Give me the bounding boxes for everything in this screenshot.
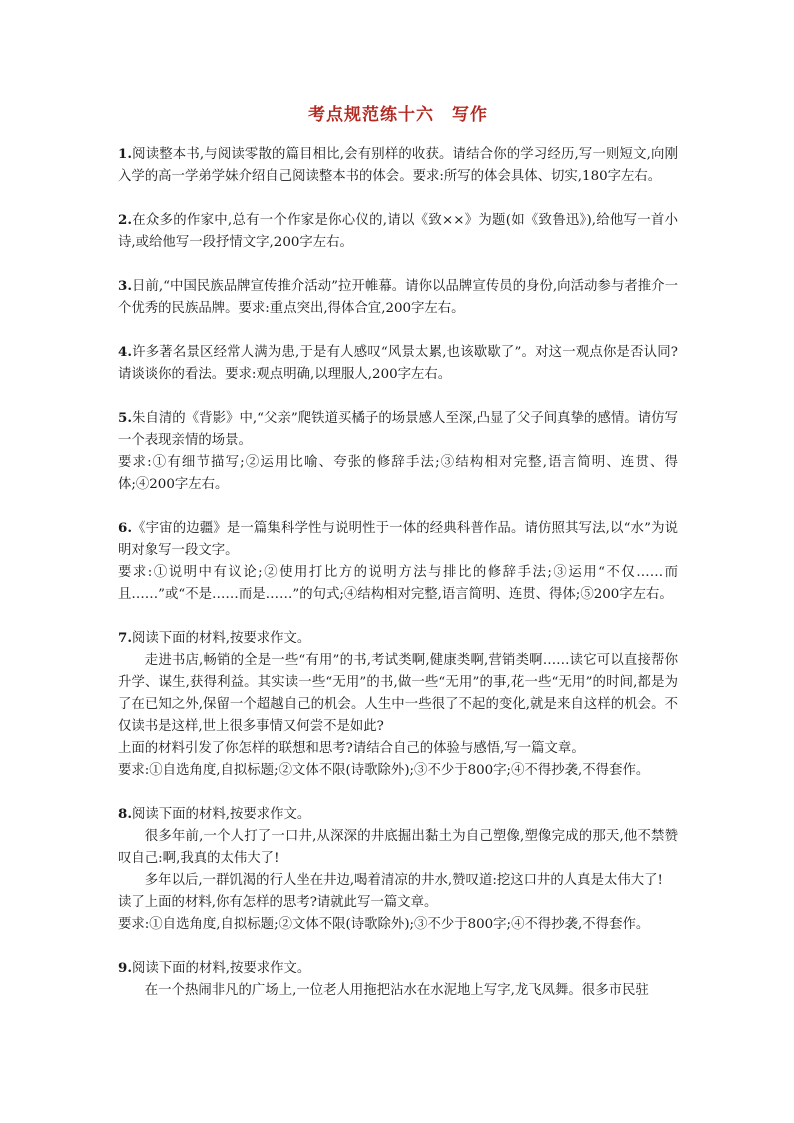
page-title: 考点规范练十六 写作 bbox=[308, 105, 488, 125]
question-number: 2. bbox=[118, 212, 132, 228]
question-number: 6. bbox=[118, 520, 132, 536]
question-1 bbox=[118, 143, 678, 188]
question-text: 阅读整本书,与阅读零散的篇目相比,会有别样的收获。请结合你的学习经历,写一则短文,向刚入学的高一学弟学妹介绍自己阅读整本书的体会。要求:所写的体会具体、切实,180字左右。 bbox=[118, 147, 678, 184]
question-material: 走进书店,畅销的全是一些“有用”的书,考试类啊,健康类啊,营销类啊……读它可以直接帮你升学、谋生,获得利益。其实读一些“无用”的书,做一些“无用”的事,花一些“无用”的时间,都是为了在已知之外,保留一个超越自己的机会。人生中一些很了不起的变化,就是来自这样的机会。不仅读书是这样,世上很多事情又何尝不是如此? bbox=[118, 653, 678, 734]
question-5 bbox=[118, 407, 678, 496]
question-intro: 阅读下面的材料,按要求作文。 bbox=[131, 961, 311, 976]
question-number: 9. bbox=[118, 960, 132, 976]
question-3 bbox=[118, 275, 678, 320]
question-7 bbox=[118, 627, 678, 782]
question-number: 5. bbox=[118, 410, 132, 426]
question-requirements: 要求:①自选角度,自拟标题;②文体不限(诗歌除外);③不少于800字;④不得抄袭,不得套作。 bbox=[118, 763, 650, 778]
question-number: 4. bbox=[118, 344, 132, 360]
question-number: 7. bbox=[118, 630, 132, 646]
question-text: 日前,“中国民族品牌宣传推介活动”拉开帷幕。请你以品牌宣传员的身份,向活动参与者推介一个优秀的民族品牌。要求:重点突出,得体合宜,200字左右。 bbox=[118, 279, 678, 316]
question-text: 《宇宙的边疆》是一篇集科学性与说明性于一体的经典科普作品。请仿照其写法,以“水”为说明对象写一段文字。 bbox=[118, 521, 678, 558]
question-9 bbox=[118, 957, 678, 1002]
question-intro: 阅读下面的材料,按要求作文。 bbox=[131, 807, 311, 822]
question-requirements: 要求:①说明中有议论;②使用打比方的说明方法与排比的修辞手法;③运用“不仅……而且……”或“不是……而是……”的句式;④结构相对完整,语言简明、连贯、得体;⑤200字左右。 bbox=[118, 565, 678, 602]
question-8 bbox=[118, 803, 678, 936]
question-requirements: 要求:①有细节描写;②运用比喻、夸张的修辞手法;③结构相对完整,语言简明、连贯、得体;④200字左右。 bbox=[118, 455, 678, 492]
question-text: 朱自清的《背影》中,“父亲”爬铁道买橘子的场景感人至深,凸显了父子间真挚的感情。请仿写一个表现亲情的场景。 bbox=[118, 411, 678, 448]
question-material: 多年以后,一群饥渴的行人坐在井边,喝着清凉的井水,赞叹道:挖这口井的人真是太伟大了! bbox=[144, 873, 663, 888]
question-requirements: 要求:①自选角度,自拟标题;②文体不限(诗歌除外);③不少于800字;④不得抄袭,不得套作。 bbox=[118, 917, 650, 932]
question-text: 在众多的作家中,总有一个作家是你心仪的,请以《致××》为题(如《致鲁迅》),给他写一首小诗,或给他写一段抒情文字,200字左右。 bbox=[118, 213, 678, 250]
question-4 bbox=[118, 341, 678, 386]
question-number: 3. bbox=[118, 278, 132, 294]
question-prompt: 读了上面的材料,你有怎样的思考?请就此写一篇文章。 bbox=[118, 895, 438, 910]
question-number: 1. bbox=[118, 146, 132, 162]
question-number: 8. bbox=[118, 806, 132, 822]
question-6 bbox=[118, 517, 678, 606]
document-page bbox=[118, 103, 678, 1023]
question-text: 许多著名景区经常人满为患,于是有人感叹“风景太累,也该歇歇了”。对这一观点你是否认同?请谈谈你的看法。要求:观点明确,以理服人,200字左右。 bbox=[118, 345, 678, 382]
question-material: 很多年前,一个人打了一口井,从深深的井底掘出黏土为自己塑像,塑像完成的那天,他不禁赞叹自己:啊,我真的太伟大了! bbox=[118, 829, 678, 866]
question-material: 在一个热闹非凡的广场上,一位老人用拖把沾水在水泥地上写字,龙飞凤舞。很多市民驻 bbox=[144, 983, 649, 998]
question-2 bbox=[118, 209, 678, 254]
question-intro: 阅读下面的材料,按要求作文。 bbox=[131, 631, 311, 646]
question-prompt: 上面的材料引发了你怎样的联想和思考?请结合自己的体验与感悟,写一篇文章。 bbox=[118, 741, 585, 756]
